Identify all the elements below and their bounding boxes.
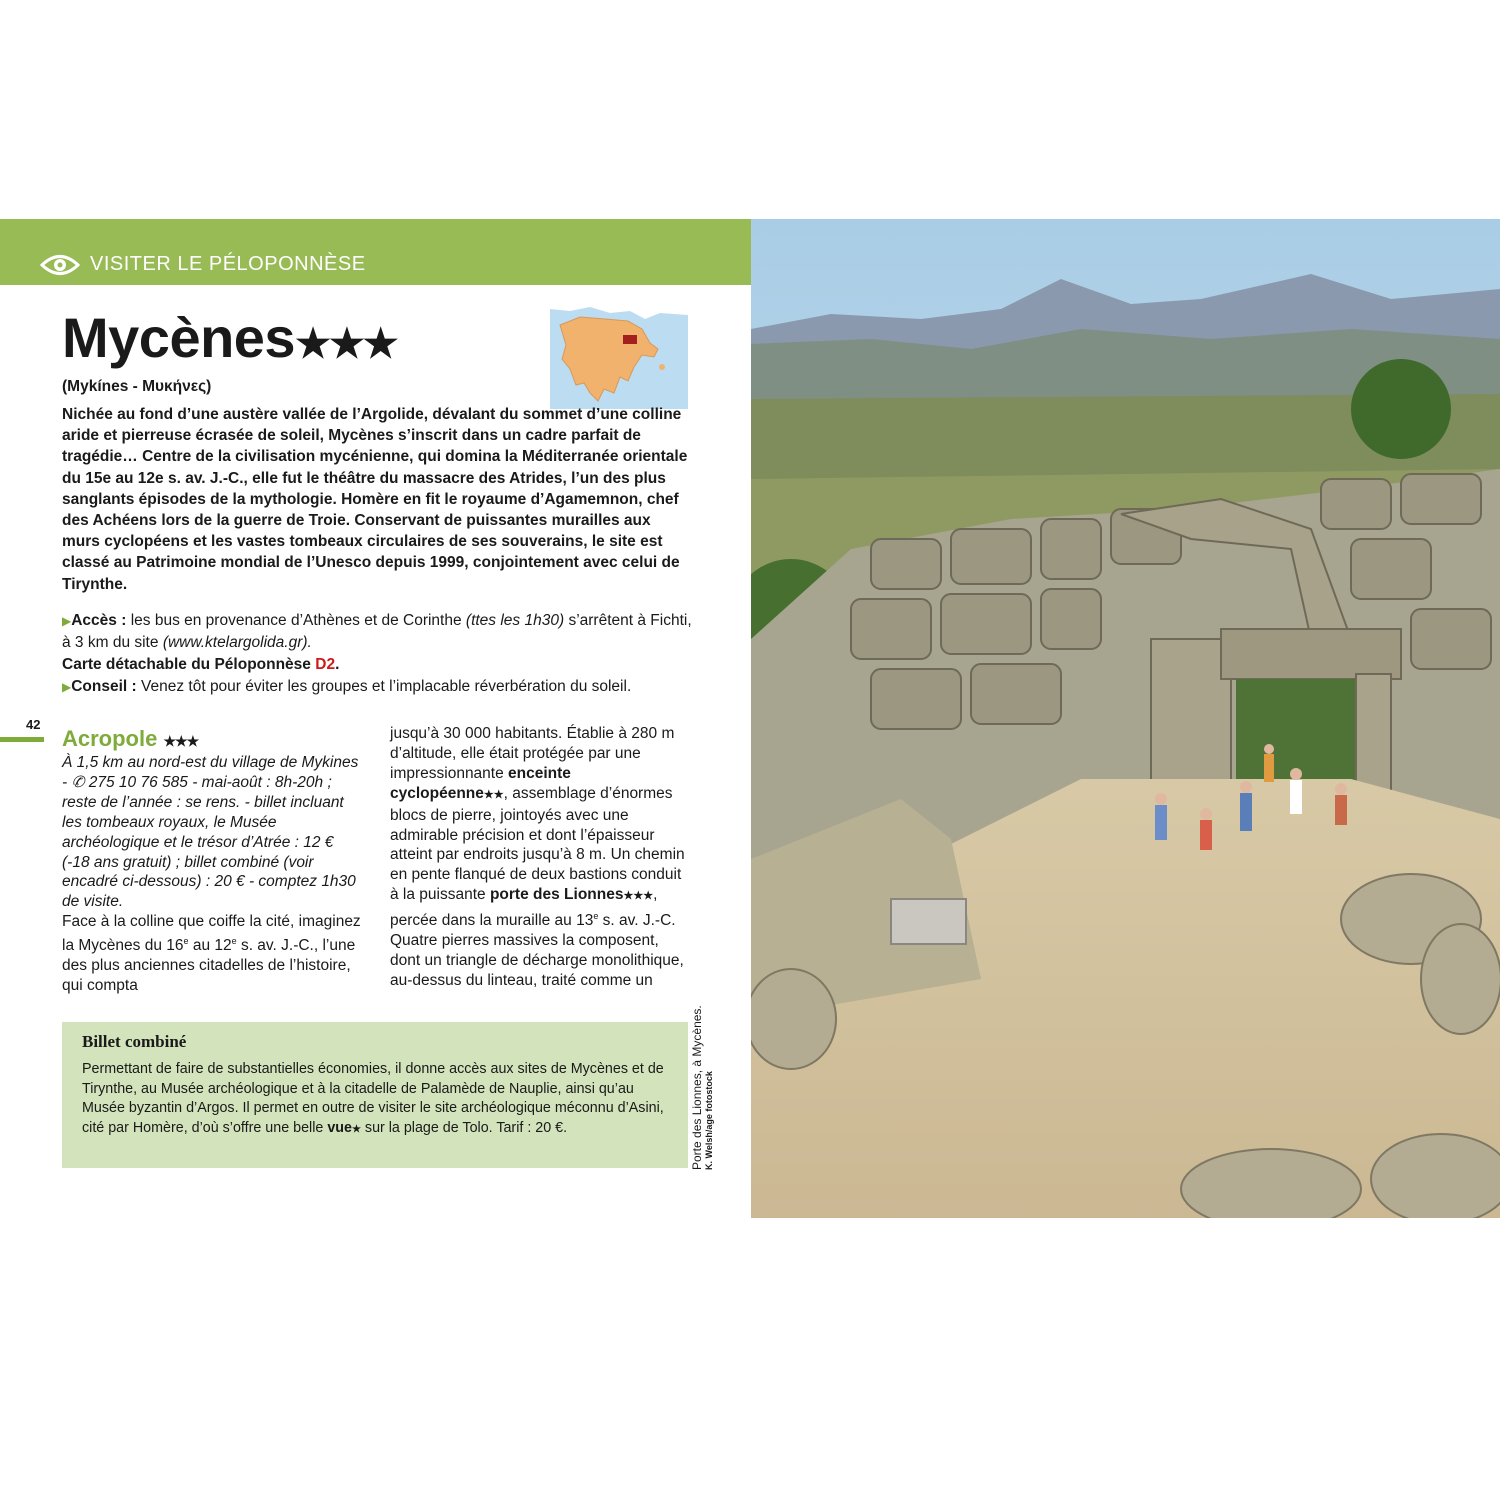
acropole-column-2 bbox=[390, 724, 690, 991]
photo-credit-text: K. Welsh/age fotostock bbox=[704, 1071, 714, 1170]
acropole-column-1 bbox=[62, 753, 362, 996]
enceinte-stars: ★★ bbox=[483, 788, 504, 801]
eye-icon bbox=[40, 252, 80, 278]
superscript: e bbox=[183, 936, 189, 947]
enceinte-cyclopeenne: enceinte cyclopéenne bbox=[390, 764, 571, 802]
acces-label: Accès : bbox=[71, 612, 127, 629]
section-title: VISITER LE PÉLOPONNÈSE bbox=[90, 253, 366, 275]
conseil-label: Conseil : bbox=[71, 678, 137, 695]
billet-vue: vue bbox=[327, 1119, 352, 1136]
acces-url: (www.ktelargolida.gr). bbox=[162, 634, 312, 651]
acropole-practical-info: À 1,5 km au nord-est du village de Mykines - ✆ 275 10 76 585 - mai-août : 8h-20h ; reste de l’année : se rens. - billet incluant les tombeaux royaux, le Musée archéologique et le trésor d’Atrée : 12 € (-18 ans gratuit) ; billet combiné (voir encadré ci-dessous) : 20 € - comptez 1h30 de visite. bbox=[62, 754, 359, 911]
map-reference: Carte détachable du Péloponnèse D2. bbox=[62, 656, 340, 673]
billet-text-a: Permettant de faire de substantielles économies, il donne accès aux sites de Mycènes et de Tirynthe, au Musée archéologique et à la citadelle de Palamède de Nauplie, ainsi qu’au Musée byzantin d’Argos. Il permet en outre de visiter le site archéologique méconnu d’Asini, cité par Homère, d’où s’offre une belle bbox=[82, 1061, 664, 1136]
billet-text-b: sur la plage de Tolo. Tarif : 20 €. bbox=[364, 1119, 568, 1136]
superscript: e bbox=[231, 936, 237, 947]
title-stars: ★★★ bbox=[295, 322, 397, 366]
acropole-text-2b: , assemblage d’énormes blocs de pierre, jointoyés avec une admirable précision et dont l’épaisseur atteint par endroits jusqu’à 8 m. Un chemin en pente flanqué de deux bastions conduit à la puissante bbox=[390, 784, 685, 904]
acropole-text-2d: s. av. J.-C. Quatre pierres massives la composent, dont un triangle de décharge monolithique, au-dessus du linteau, traité comme un bbox=[390, 912, 684, 990]
conseil-text: Venez tôt pour éviter les groupes et l’implacable réverbération du soleil. bbox=[141, 678, 632, 695]
locator-map bbox=[550, 297, 688, 409]
page-title bbox=[62, 305, 397, 370]
acropole-text-1c: s. av. J.-C., l’une des plus anciennes citadelles de l’histoire, qui compta bbox=[62, 937, 356, 995]
billet-combine-text bbox=[82, 1060, 672, 1139]
acropole-text-1b: au 12 bbox=[188, 937, 232, 955]
acropole-text-2a: jusqu’à 30 000 habitants. Établie à 280 m d’altitude, elle était protégée par une impressionnante bbox=[390, 725, 675, 782]
map-ref-code: D2 bbox=[315, 656, 336, 673]
title-text: Mycènes bbox=[62, 306, 296, 369]
acropole-text-2c: , percée dans la muraille au 13 bbox=[390, 886, 658, 930]
triangle-bullet-icon: ▶ bbox=[62, 680, 72, 694]
acropole-text-1 bbox=[62, 912, 362, 996]
page-number-bar bbox=[0, 737, 44, 742]
acces-text-2: s’arrêtent à Fichti, à 3 km du site bbox=[62, 612, 692, 651]
porte-des-lionnes: porte des Lionnes bbox=[489, 886, 624, 904]
acces-frequency: (ttes les 1h30) bbox=[465, 612, 565, 629]
acces-info bbox=[62, 610, 692, 653]
triangle-bullet-icon: ▶ bbox=[62, 614, 72, 628]
porte-stars: ★★★ bbox=[623, 890, 654, 903]
acces-text: les bus en provenance d’Athènes et de Corinthe bbox=[130, 612, 462, 629]
acropole-heading bbox=[62, 726, 198, 752]
billet-combine-box bbox=[62, 1022, 688, 1168]
acropole-text-1a: Face à la colline que coiffe la cité, imaginez la Mycènes du 16 bbox=[62, 913, 361, 955]
billet-vue-star: ★ bbox=[351, 1123, 361, 1135]
billet-combine-title: Billet combiné bbox=[82, 1032, 187, 1051]
map-label: Carte détachable du Péloponnèse bbox=[62, 656, 311, 673]
subtitle: (Mykínes - Μυκήνες) bbox=[62, 378, 212, 395]
photo-credit bbox=[690, 870, 714, 1170]
superscript: e bbox=[593, 911, 599, 922]
intro-paragraph bbox=[62, 404, 692, 595]
acropole-title: Acropole bbox=[62, 726, 158, 751]
photo-caption: Porte des Lionnes, à Mycènes. bbox=[690, 1005, 704, 1170]
conseil-info bbox=[62, 676, 692, 698]
intro-text: Nichée au fond d’une austère vallée de l’Argolide, dévalant du sommet d’une colline aride et pierreuse écrasée de soleil, Mycènes s’inscrit dans un cadre parfait de tragédie… Centre de la civilisation mycénienne, qui domina la Méditerranée orientale du 15e au 12e s. av. J.-C., elle fut le théâtre du massacre des Atrides, l’un des plus sanglants épisodes de la mythologie. Homère en fit le royaume d’Agamemnon, chef des Achéens lors de la guerre de Troie. Conservant de puissantes murailles aux murs cyclopéens et les vastes tombeaux circulaires de ses souverains, le site est classé au Patrimoine mondial de l’Unesco depuis 1999, conjointement avec celui de Tirynthe. bbox=[62, 406, 688, 593]
acropole-stars: ★★★ bbox=[163, 733, 199, 749]
lion-gate-photo bbox=[751, 219, 1500, 1218]
page-number: 42 bbox=[26, 717, 41, 732]
